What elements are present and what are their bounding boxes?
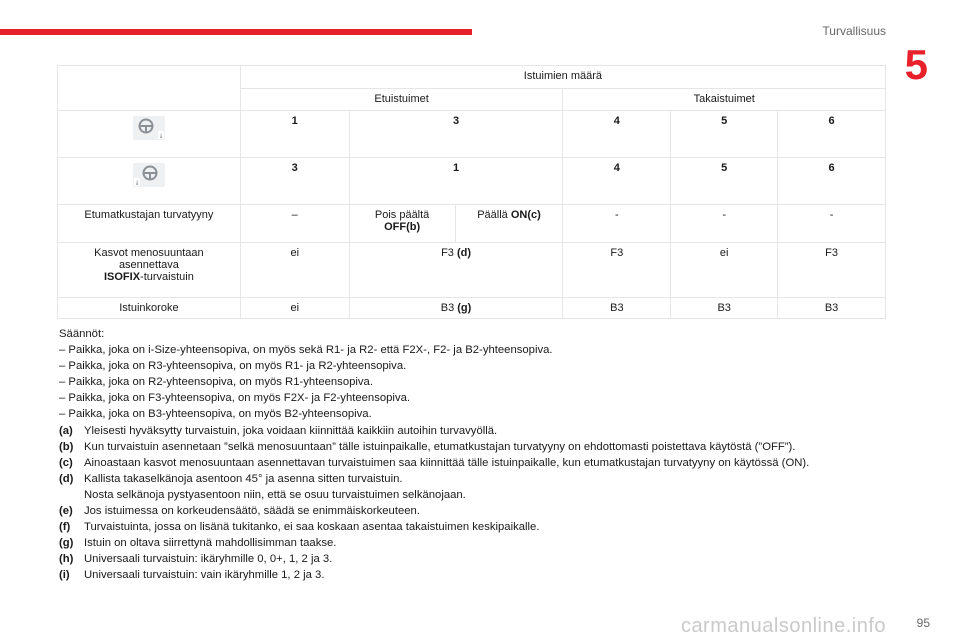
table-row bbox=[58, 298, 886, 319]
table-cell: F3 bbox=[563, 243, 671, 298]
table-cell: - bbox=[778, 205, 886, 243]
rear-seats-header: Takaistuimet bbox=[563, 89, 886, 111]
table-cell: 6 bbox=[778, 111, 886, 158]
rule-line: – Paikka, joka on R3-yhteensopiva, on myös R1- ja R2-yhteensopiva. bbox=[59, 360, 407, 373]
footnote-item bbox=[59, 503, 899, 519]
table-cell: B3 bbox=[563, 298, 671, 319]
rule-line: – Paikka, joka on R2-yhteensopiva, on myös R1-yhteensopiva. bbox=[59, 376, 373, 389]
footnote-text: Istuin on oltava siirrettynä mahdollisimman taakse. bbox=[84, 537, 337, 550]
footnote-text: Turvaistuinta, jossa on lisänä tukitanko, ei saa koskaan asentaa takaistuimen keskipaikalle. bbox=[84, 521, 540, 534]
watermark: carmanualsonline.info bbox=[680, 615, 886, 637]
isofix-label-suffix: -turvaistuin bbox=[140, 271, 194, 283]
table-cell: 4 bbox=[563, 111, 671, 158]
table-cell: 1 bbox=[240, 111, 349, 158]
table-cell: F3 bbox=[778, 243, 886, 298]
table-cell: 5 bbox=[671, 111, 778, 158]
table-cell: 4 bbox=[563, 158, 671, 205]
table-row bbox=[58, 243, 886, 298]
footnote-label: (h) bbox=[59, 553, 74, 566]
table-row bbox=[58, 158, 886, 205]
table-cell: – bbox=[240, 205, 349, 243]
table-cell: ei bbox=[240, 243, 349, 298]
footnote-label: (i) bbox=[59, 569, 70, 582]
booster-b3-note: (g) bbox=[457, 302, 472, 314]
child-seat-rear-icon bbox=[58, 158, 241, 205]
table-corner-cell bbox=[58, 66, 241, 111]
airbag-on-code: ON(c) bbox=[510, 209, 541, 221]
footnote-item bbox=[59, 455, 899, 471]
table-row bbox=[58, 205, 886, 243]
table-cell: 3 bbox=[349, 111, 563, 158]
footnote-label: (c) bbox=[59, 456, 73, 469]
rule-line: – Paikka, joka on B3-yhteensopiva, on myös B2-yhteensopiva. bbox=[59, 408, 372, 421]
airbag-off-code: OFF(b) bbox=[384, 221, 421, 233]
table-cell: 6 bbox=[778, 158, 886, 205]
airbag-row-label: Etumatkustajan turvatyyny bbox=[58, 205, 241, 243]
table-cell: B3 bbox=[778, 298, 886, 319]
svg-text:↓: ↓ bbox=[158, 133, 164, 140]
isofix-f3-text: F3 bbox=[441, 247, 457, 259]
footnote-item bbox=[59, 535, 899, 551]
child-seat-front-icon bbox=[58, 111, 241, 158]
footnote-label: (g) bbox=[59, 537, 74, 550]
footnote-label: (e) bbox=[59, 505, 73, 518]
footnote-label: (a) bbox=[59, 424, 73, 437]
booster-b3-text: B3 bbox=[440, 302, 458, 314]
svg-text:↓: ↓ bbox=[134, 180, 140, 187]
rule-line: – Paikka, joka on i-Size-yhteensopiva, on myös sekä R1- ja R2- että F2X-, F2- ja B2-yhteensopiva. bbox=[59, 344, 553, 357]
footnote-label: (d) bbox=[59, 472, 74, 485]
table-cell: 3 bbox=[240, 158, 349, 205]
footnote-text: Kallista takaselkänoja asentoon 45° ja asenna sitten turvaistuin. bbox=[84, 472, 403, 485]
table-cell: - bbox=[671, 205, 778, 243]
booster-b3-cell bbox=[349, 298, 563, 319]
footnote-item bbox=[59, 439, 899, 455]
booster-row-label: Istuinkoroke bbox=[58, 298, 241, 319]
airbag-off-text: Pois päältä bbox=[374, 209, 430, 221]
table-cell: ei bbox=[671, 243, 778, 298]
footnote-item bbox=[59, 471, 899, 487]
header-red-bar bbox=[0, 29, 472, 35]
footnote-item bbox=[59, 487, 899, 503]
airbag-on-text: Päällä bbox=[477, 209, 511, 221]
isofix-label-bold: ISOFIX bbox=[103, 271, 141, 283]
front-seats-header: Etuistuimet bbox=[240, 89, 563, 111]
footnote-item bbox=[59, 423, 899, 439]
rules-title: Säännöt: bbox=[59, 328, 105, 340]
table-cell: - bbox=[563, 205, 671, 243]
isofix-label-line2: asennettava bbox=[118, 259, 179, 271]
seat-count-header: Istuimien määrä bbox=[240, 66, 885, 89]
table-cell: 5 bbox=[671, 158, 778, 205]
footnote-text: Jos istuimessa on korkeudensäätö, säädä se enimmäiskorkeuteen. bbox=[84, 505, 420, 518]
isofix-f3-note: (d) bbox=[456, 247, 472, 259]
footnote-text: Kun turvaistuin asennetaan ”selkä menosuuntaan” tälle istuinpaikalle, etumatkustajan turvatyyny on ehdottomasti poistettava käytöstä (”OFF”). bbox=[84, 440, 796, 453]
footnote-item bbox=[59, 519, 899, 535]
table-cell: ei bbox=[240, 298, 349, 319]
chapter-number: 5 bbox=[904, 41, 928, 88]
footnote-item bbox=[59, 567, 899, 583]
rule-line: – Paikka, joka on F3-yhteensopiva, on myös F2X- ja F2-yhteensopiva. bbox=[59, 392, 411, 405]
page-number: 95 bbox=[916, 616, 930, 630]
footnote-text: Nosta selkänoja pystyasentoon niin, että se osuu turvaistuimen selkänojaan. bbox=[84, 488, 466, 501]
footnote-item bbox=[59, 551, 899, 567]
airbag-on-cell bbox=[455, 205, 563, 243]
footnote-text: Universaali turvaistuin: ikäryhmille 0, 0+, 1, 2 ja 3. bbox=[84, 553, 333, 566]
isofix-label-line1: Kasvot menosuuntaan bbox=[94, 247, 204, 259]
isofix-row-label bbox=[58, 243, 241, 298]
airbag-off-cell bbox=[349, 205, 455, 243]
section-title: Turvallisuus bbox=[822, 24, 886, 38]
notes-section bbox=[59, 326, 899, 584]
isofix-f3-cell bbox=[349, 243, 563, 298]
table-row bbox=[58, 111, 886, 158]
footnote-label: (b) bbox=[59, 440, 74, 453]
footnote-text: Ainoastaan kasvot menosuuntaan asennettavan turvaistuimen saa kiinnittää tälle istuinpaikalle, kun etumatkustajan turvatyyny on käytössä (ON). bbox=[84, 456, 810, 469]
footnote-text: Universaali turvaistuin: vain ikäryhmille 1, 2 ja 3. bbox=[84, 569, 325, 582]
child-seat-table bbox=[57, 65, 886, 319]
table-cell: B3 bbox=[671, 298, 778, 319]
footnote-text: Yleisesti hyväksytty turvaistuin, joka voidaan kiinnittää kaikkiin autoihin turvavyöllä. bbox=[84, 424, 498, 437]
footnote-label: (f) bbox=[59, 521, 71, 534]
table-cell: 1 bbox=[349, 158, 563, 205]
